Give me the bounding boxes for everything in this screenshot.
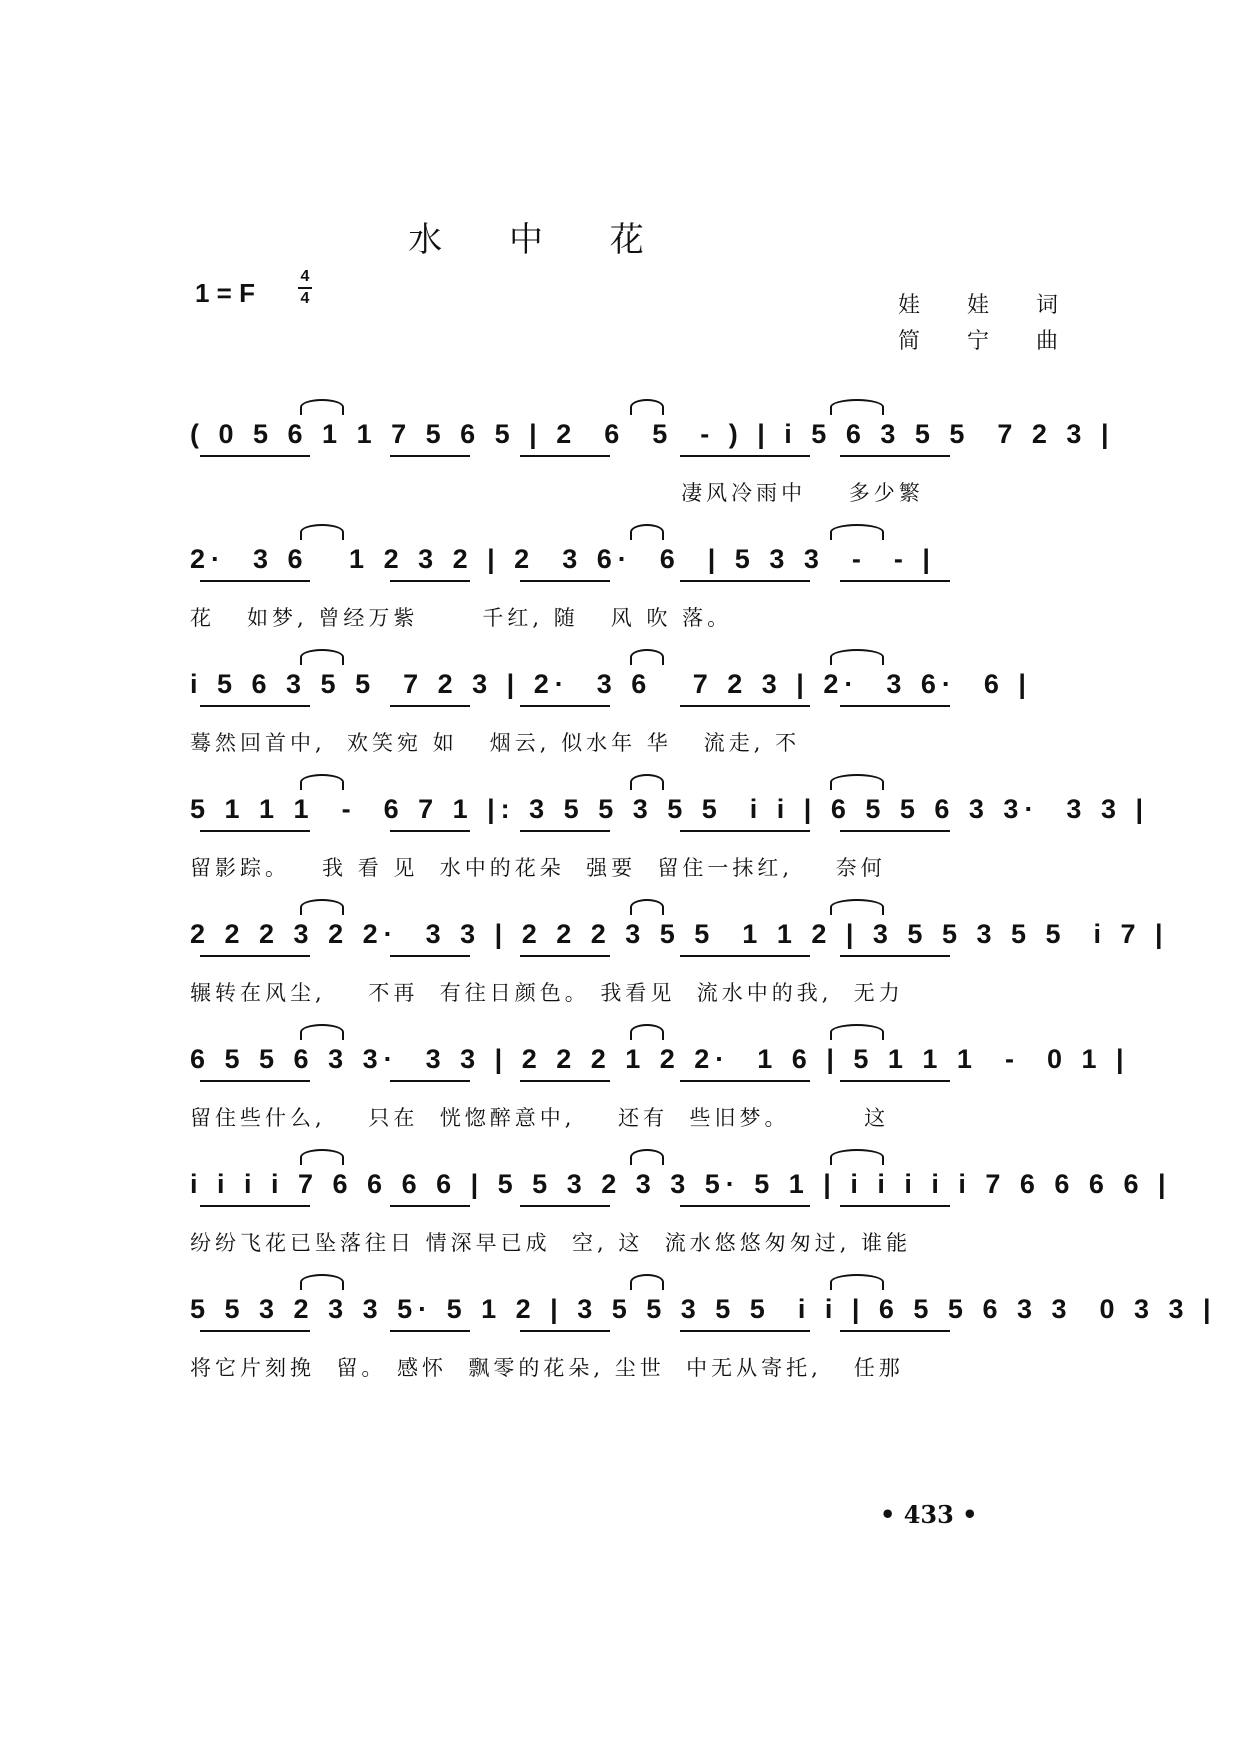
beam-underline bbox=[840, 1080, 950, 1082]
notation-line bbox=[190, 405, 1115, 465]
lyrics-line: 留影踪。 我 看 见 水中的花朵 强要 留住一抹红, 奈何 bbox=[190, 856, 886, 880]
slur-mark bbox=[300, 1024, 344, 1040]
beam-underline bbox=[520, 580, 610, 582]
jianpu-notes: 5 1 1 1 - 6 7 1 |: 3 5 5 3 5 5 i i | 6 5 5 6 3 3· 3 3 | bbox=[190, 794, 1150, 824]
beam-underline bbox=[680, 955, 810, 957]
key-signature: 1 = F bbox=[195, 278, 255, 308]
slur-mark bbox=[630, 399, 664, 415]
beam-underline bbox=[200, 1330, 310, 1332]
slur-mark bbox=[300, 399, 344, 415]
slur-mark bbox=[830, 524, 884, 540]
slur-mark bbox=[630, 524, 664, 540]
notation-line bbox=[190, 905, 1169, 965]
beam-underline bbox=[390, 580, 470, 582]
beam-underline bbox=[390, 955, 470, 957]
beam-underline bbox=[200, 580, 310, 582]
slur-mark bbox=[630, 1149, 664, 1165]
beam-underline bbox=[520, 1330, 610, 1332]
slur-mark bbox=[300, 899, 344, 915]
notation-line bbox=[190, 1280, 1217, 1340]
notation-line bbox=[190, 1155, 1172, 1215]
beam-underline bbox=[680, 705, 810, 707]
slur-mark bbox=[830, 1149, 884, 1165]
time-sig-bar bbox=[298, 287, 312, 289]
jianpu-notes: 2· 3 6 1 2 3 2 | 2 3 6· 6 | 5 3 3 - - | bbox=[190, 544, 936, 574]
beam-underline bbox=[520, 1205, 610, 1207]
lyrics-line: 花 如梦, 曾经万紫 千红, 随 风 吹 落。 bbox=[190, 606, 733, 630]
beam-underline bbox=[680, 1330, 810, 1332]
notation-line bbox=[190, 1030, 1130, 1090]
slur-mark bbox=[830, 1274, 884, 1290]
notation-line bbox=[190, 530, 1035, 590]
beam-underline bbox=[680, 830, 810, 832]
jianpu-notes: i 5 6 3 5 5 7 2 3 | 2· 3 6 7 2 3 | 2· 3 6· 6 | bbox=[190, 669, 1032, 699]
beam-underline bbox=[200, 1080, 310, 1082]
jianpu-notes: ( 0 5 6 1 1 7 5 6 5 | 2 6 5 - ) | i 5 6 3 5 5 7 2 3 | bbox=[190, 419, 1115, 449]
beam-underline bbox=[390, 830, 470, 832]
lyrics-line: 留住些什么, 只在 恍惚醉意中, 还有 些旧梦。 这 bbox=[190, 1106, 890, 1130]
beam-underline bbox=[520, 955, 610, 957]
beam-underline bbox=[680, 1205, 810, 1207]
beam-underline bbox=[390, 1330, 470, 1332]
beam-underline bbox=[200, 455, 310, 457]
beam-underline bbox=[680, 1080, 810, 1082]
slur-mark bbox=[830, 899, 884, 915]
slur-mark bbox=[300, 1149, 344, 1165]
beam-underline bbox=[200, 1205, 310, 1207]
jianpu-notes: 6 5 5 6 3 3· 3 3 | 2 2 2 1 2 2· 1 6 | 5 1 1 1 - 0 1 | bbox=[190, 1044, 1130, 1074]
notation-line bbox=[190, 655, 1035, 715]
beam-underline bbox=[840, 830, 950, 832]
beam-underline bbox=[680, 455, 810, 457]
slur-mark bbox=[300, 649, 344, 665]
beam-underline bbox=[390, 705, 470, 707]
beam-underline bbox=[200, 705, 310, 707]
slur-mark bbox=[300, 774, 344, 790]
slur-mark bbox=[830, 1024, 884, 1040]
beam-underline bbox=[840, 580, 950, 582]
beam-underline bbox=[840, 1205, 950, 1207]
slur-mark bbox=[830, 649, 884, 665]
lyrics-line: 凄风冷雨中 多少繁 bbox=[190, 481, 924, 505]
slur-mark bbox=[630, 1274, 664, 1290]
lyrics-line: 将它片刻挽 留。 感怀 飘零的花朵, 尘世 中无从寄托, 任那 bbox=[190, 1356, 904, 1380]
beam-underline bbox=[840, 705, 950, 707]
slur-mark bbox=[830, 774, 884, 790]
beam-underline bbox=[520, 455, 610, 457]
beam-underline bbox=[390, 1080, 470, 1082]
slur-mark bbox=[630, 774, 664, 790]
lyrics-line: 蓦然回首中, 欢笑宛 如 烟云, 似水年 华 流走, 不 bbox=[190, 731, 801, 755]
time-sig-top: 4 bbox=[300, 268, 310, 285]
page-number: • 433 • bbox=[880, 1500, 978, 1529]
slur-mark bbox=[630, 1024, 664, 1040]
beam-underline bbox=[390, 1205, 470, 1207]
composer-credit: 简 宁 曲 bbox=[898, 329, 1078, 354]
beam-underline bbox=[520, 705, 610, 707]
beam-underline bbox=[520, 1080, 610, 1082]
beam-underline bbox=[200, 955, 310, 957]
slur-mark bbox=[630, 649, 664, 665]
song-title: 水 中 花 bbox=[408, 220, 672, 260]
slur-mark bbox=[300, 524, 344, 540]
lyrics-line: 辗转在风尘, 不再 有往日颜色。 我看见 流水中的我, 无力 bbox=[190, 981, 904, 1005]
lyrics-line: 纷纷飞花已坠落往日 情深早已成 空, 这 流水悠悠匆匆过, 谁能 bbox=[190, 1231, 912, 1255]
slur-mark bbox=[630, 899, 664, 915]
beam-underline bbox=[840, 1330, 950, 1332]
beam-underline bbox=[200, 830, 310, 832]
notation-line bbox=[190, 780, 1150, 840]
beam-underline bbox=[390, 455, 470, 457]
jianpu-notes: i i i i 7 6 6 6 6 | 5 5 3 2 3 3 5· 5 1 | i i i i i 7 6 6 6 6 | bbox=[190, 1169, 1172, 1199]
beam-underline bbox=[840, 455, 950, 457]
lyricist-credit: 娃 娃 词 bbox=[898, 293, 1078, 318]
beam-underline bbox=[680, 580, 810, 582]
time-signature bbox=[298, 268, 312, 308]
beam-underline bbox=[520, 830, 610, 832]
beam-underline bbox=[840, 955, 950, 957]
jianpu-notes: 2 2 2 3 2 2· 3 3 | 2 2 2 3 5 5 1 1 2 | 3 5 5 3 5 5 i 7 | bbox=[190, 919, 1169, 949]
slur-mark bbox=[300, 1274, 344, 1290]
jianpu-notes: 5 5 3 2 3 3 5· 5 1 2 | 3 5 5 3 5 5 i i | 6 5 5 6 3 3 0 3 3 | bbox=[190, 1294, 1217, 1324]
time-sig-bottom: 4 bbox=[300, 290, 310, 307]
slur-mark bbox=[830, 399, 884, 415]
